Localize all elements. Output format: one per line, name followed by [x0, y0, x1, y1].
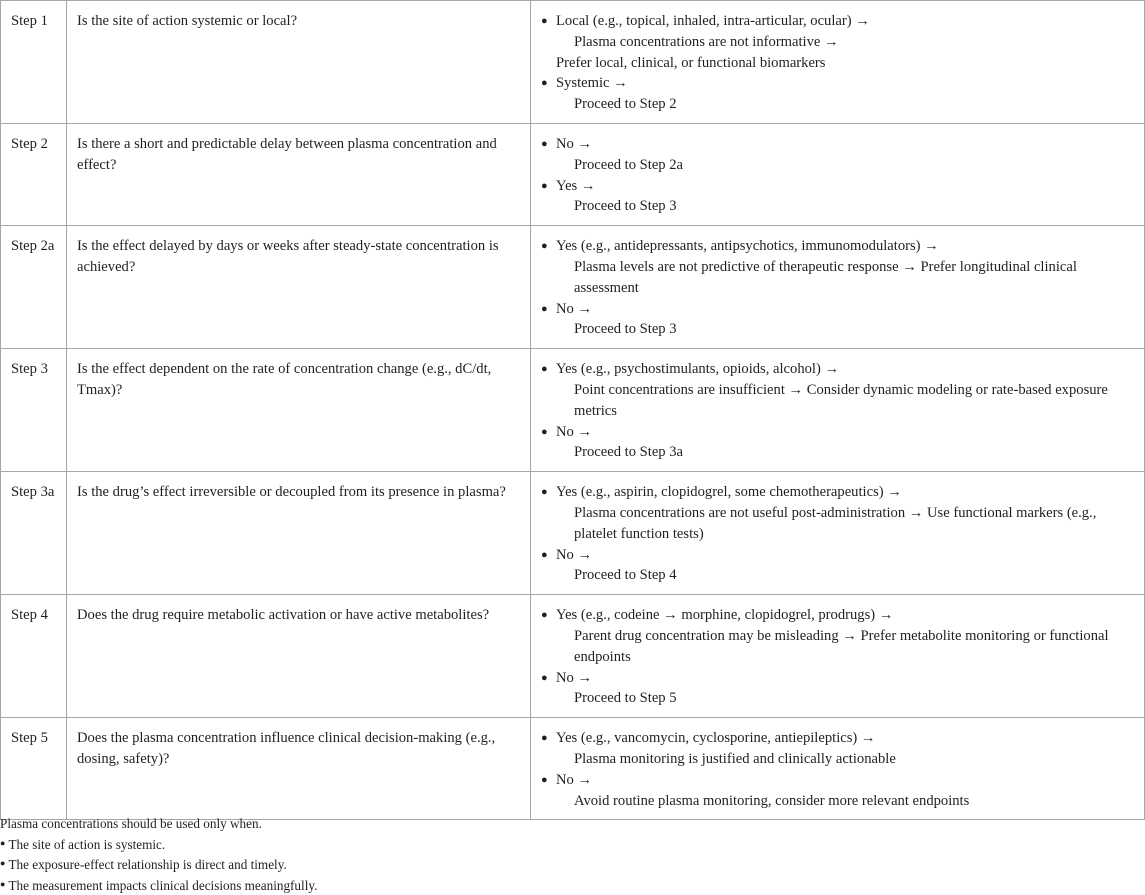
step-answers	[531, 123, 1145, 225]
answer-option	[541, 605, 1134, 626]
table-row	[1, 595, 1145, 718]
step-answers	[531, 226, 1145, 349]
bullet-icon: ●	[541, 137, 548, 150]
answer-option	[541, 422, 1134, 443]
footnote-item	[0, 875, 1145, 895]
answer-outcome: Parent drug concentration may be misleading → Prefer metabolite monitoring or functional endpoints	[574, 627, 1109, 665]
footnote-list	[0, 834, 1145, 895]
step-answers	[531, 472, 1145, 595]
answer-option-text: No →	[556, 423, 593, 440]
answer-option	[541, 11, 1134, 32]
bullet-icon: ●	[0, 858, 6, 868]
bullet-icon: ●	[541, 425, 548, 438]
answer-option-text: No →	[556, 546, 593, 563]
step-answers	[531, 718, 1145, 820]
answer-outcome: Plasma concentrations are not useful post-administration → Use functional markers (e.g., platelet function tests)	[574, 504, 1097, 542]
bullet-icon: ●	[541, 15, 548, 27]
bullet-icon: ●	[541, 773, 548, 786]
answer-outcome: Proceed to Step 2	[574, 96, 677, 113]
answer-option-text: Yes (e.g., psychostimulants, opioids, alcohol) →	[556, 361, 840, 378]
bullet-icon: ●	[541, 486, 548, 499]
answer-option	[541, 73, 1134, 94]
answer-outcome: Proceed to Step 5	[574, 690, 677, 707]
step-label: Step 2a	[1, 226, 67, 349]
step-question: Is there a short and predictable delay between plasma concentration and effect?	[67, 123, 531, 225]
footnote-item	[0, 834, 1145, 855]
footnote-item-text: The site of action is systemic.	[8, 836, 166, 852]
step-question: Is the drug’s effect irreversible or decoupled from its presence in plasma?	[67, 472, 531, 595]
table-row	[1, 472, 1145, 595]
bullet-icon: ●	[541, 671, 548, 684]
answer-option-text: No →	[556, 300, 593, 317]
answer-option-text: Yes (e.g., codeine → morphine, clopidogrel, prodrugs) →	[556, 607, 894, 624]
answer-option-text: Yes (e.g., aspirin, clopidogrel, some chemotherapeutics) →	[556, 484, 902, 501]
answer-option-text: Yes (e.g., vancomycin, cyclosporine, antiepileptics) →	[556, 730, 876, 747]
table-row	[1, 123, 1145, 225]
step-answers	[531, 595, 1145, 718]
bullet-icon: ●	[541, 77, 548, 90]
answer-option	[541, 134, 1134, 155]
table-row	[1, 349, 1145, 472]
step-question: Does the drug require metabolic activation or have active metabolites?	[67, 595, 531, 718]
step-label: Step 1	[1, 1, 67, 124]
bullet-icon: ●	[0, 878, 6, 889]
decision-table-body	[1, 1, 1145, 820]
step-label: Step 3	[1, 349, 67, 472]
answer-option-text: Systemic →	[556, 75, 628, 92]
bullet-icon: ●	[541, 732, 548, 745]
answer-option-text: Local (e.g., topical, inhaled, intra-articular, ocular) →	[556, 13, 870, 29]
bullet-icon: ●	[0, 837, 6, 848]
bullet-icon: ●	[541, 548, 548, 561]
answer-option-text: Yes →	[556, 177, 596, 194]
step-question: Is the effect delayed by days or weeks after steady-state concentration is achieved?	[67, 226, 531, 349]
bullet-icon: ●	[541, 240, 548, 253]
answer-outcome: Proceed to Step 2a	[574, 156, 684, 173]
answer-outcome: Proceed to Step 3	[574, 321, 677, 338]
answer-option-text: Yes (e.g., antidepressants, antipsychotics, immunomodulators) →	[556, 238, 939, 255]
answer-option	[541, 236, 1134, 257]
answer-option-text: No →	[556, 135, 593, 152]
step-question: Is the effect dependent on the rate of concentration change (e.g., dC/dt, Tmax)?	[67, 349, 531, 472]
answer-option	[541, 770, 1134, 791]
step-label: Step 2	[1, 123, 67, 225]
answer-outcome: Point concentrations are insufficient → Consider dynamic modeling or rate-based exposure metrics	[574, 381, 1108, 419]
answer-option-text: No →	[556, 771, 593, 788]
step-answers	[531, 1, 1145, 124]
bullet-icon: ●	[541, 302, 548, 315]
bullet-icon: ●	[541, 609, 548, 622]
footnote-item	[0, 854, 1145, 875]
answer-option	[541, 359, 1134, 380]
footnote-item-text: The exposure-effect relationship is direct and timely.	[8, 857, 287, 872]
answer-option	[541, 299, 1134, 320]
answer-outcome: Prefer local, clinical, or functional biomarkers	[556, 54, 826, 71]
step-answers	[531, 349, 1145, 472]
answer-outcome: Avoid routine plasma monitoring, consider more relevant endpoints	[574, 792, 970, 809]
answer-outcome: Plasma levels are not predictive of therapeutic response → Prefer longitudinal clinical assessment	[574, 258, 1077, 296]
answer-option	[541, 545, 1134, 566]
footnote-item-text: The measurement impacts clinical decisions meaningfully.	[8, 877, 318, 893]
footnote-intro: Plasma concentrations should be used only when.	[0, 816, 262, 831]
answer-outcome: Plasma concentrations are not informative →	[574, 33, 839, 50]
answer-option	[541, 728, 1134, 749]
answer-option	[541, 176, 1134, 197]
bullet-icon: ●	[541, 363, 548, 376]
answer-outcome: Proceed to Step 3	[574, 198, 677, 215]
answer-option-text: No →	[556, 669, 593, 686]
step-question: Is the site of action systemic or local?	[67, 1, 531, 124]
bullet-icon: ●	[541, 179, 548, 192]
answer-outcome: Proceed to Step 4	[574, 567, 677, 584]
table-row	[1, 718, 1145, 820]
answer-outcome: Proceed to Step 3a	[574, 444, 684, 461]
table-row	[1, 226, 1145, 349]
answer-option	[541, 482, 1134, 503]
answer-option	[541, 668, 1134, 689]
answer-outcome: Plasma monitoring is justified and clinically actionable	[574, 750, 896, 767]
table-footnote	[0, 814, 1145, 895]
step-question: Does the plasma concentration influence clinical decision-making (e.g., dosing, safety)?	[67, 718, 531, 820]
table-row	[1, 1, 1145, 124]
step-label: Step 3a	[1, 472, 67, 595]
step-label: Step 5	[1, 718, 67, 820]
step-label: Step 4	[1, 595, 67, 718]
